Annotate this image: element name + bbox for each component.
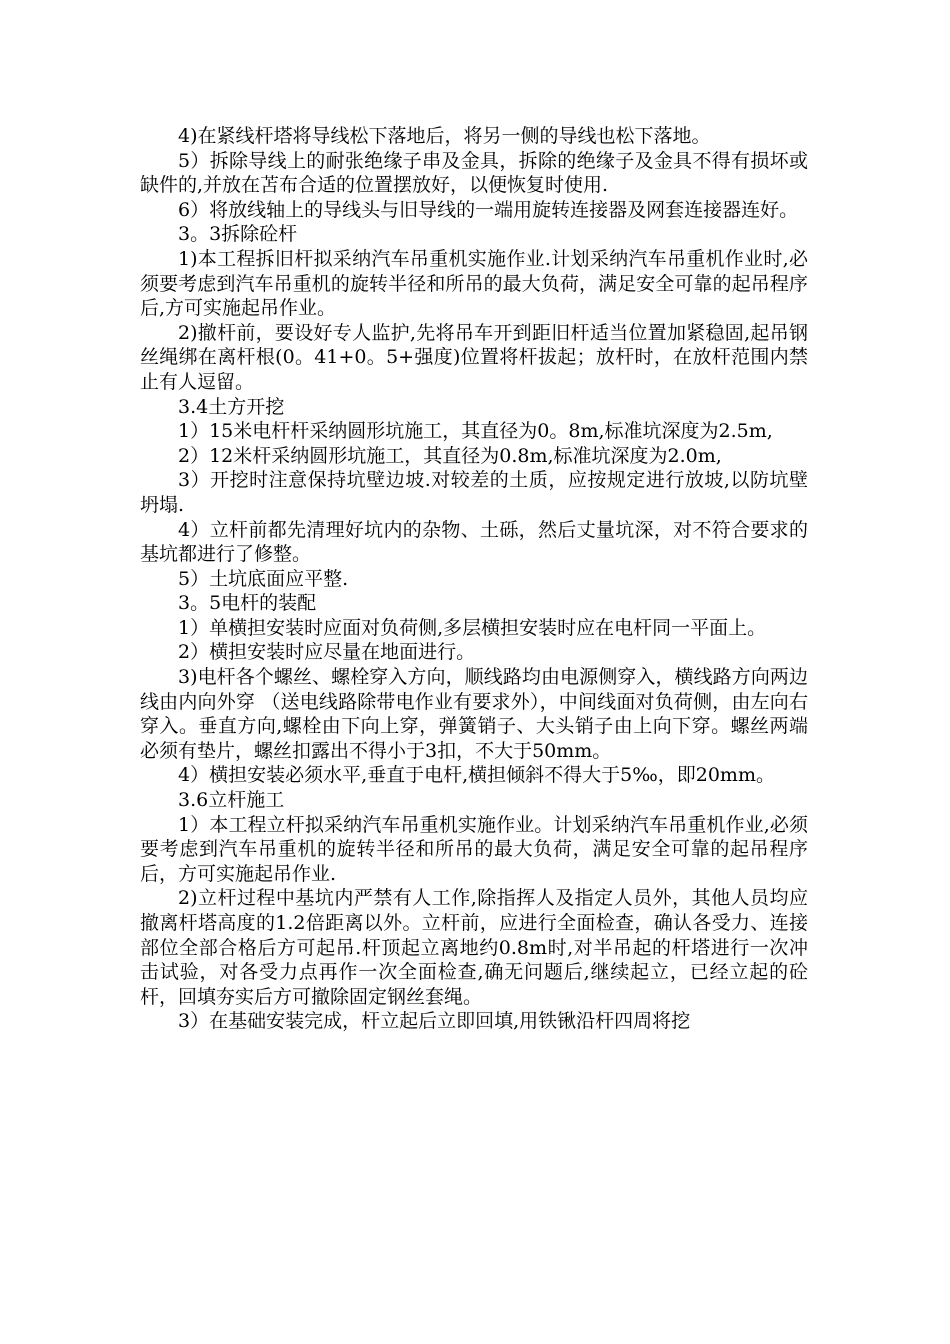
- paragraph-step-5-remove-insulators: 5）拆除导线上的耐张绝缘子串及金具，拆除的绝缘子及金具不得有损坏或缺件的,并放在苫布合适的位置摆放好，以便恢复时使用.: [140, 149, 808, 197]
- paragraph-3-6-item-1: 1）本工程立杆拟采纳汽车吊重机实施作业。计划采纳汽车吊重机作业,必须要考虑到汽车吊重机的旋转半径和所吊的最大负荷，满足安全可靠的起吊程序后，方可实施起吊作业.: [140, 813, 808, 885]
- paragraph-3-4-item-2: 2）12米杆采纳圆形坑施工，其直径为0.8m,标准坑深度为2.0m,: [178, 444, 722, 467]
- paragraph-3-5-item-1: 1）单横担安装时应面对负荷侧,多层横担安装时应在电杆同一平面上。: [178, 616, 767, 639]
- paragraph-3-4-item-1: 1）15米电杆杆采纳圆形坑施工，其直径为0。8m,标准坑深度为2.5m,: [178, 420, 773, 443]
- paragraph-3-6-item-2: 2)立杆过程中基坑内严禁有人工作,除指挥人及指定人员外，其他人员均应撤离杆塔高度的1.2倍距离以外。立杆前，应进行全面检查，确认各受力、连接部位全部合格后方可起吊.杆顶起立离地约0.8m时,对半吊起的杆塔进行一次冲击试验，对各受力点再作一次全面检查,确无问题后,继续起立，已经立起的砼杆，回填夯实后方可撤除固定钢丝套绳。: [140, 887, 808, 1008]
- section-heading-3-3: 3。3拆除砼杆: [178, 223, 298, 246]
- section-heading-3-4: 3.4土方开挖: [178, 395, 285, 418]
- paragraph-3-5-item-3: 3)电杆各个螺丝、螺栓穿入方向，顺线路均由电源侧穿入，横线路方向两边线由内向外穿 （送电线路除带电作业有要求外），中间线面对负荷侧，由左向右穿入。垂直方向,螺栓由下向上穿，弹簧销子、大头销子由上向下穿。螺丝两端必须有垫片，螺丝扣露出不得小于3扣，不大于50mm。: [140, 666, 808, 762]
- paragraph-3-3-item-1: 1)本工程拆旧杆拟采纳汽车吊重机实施作业.计划采纳汽车吊重机作业时,必须要考虑到汽车吊重机的旋转半径和所吊的最大负荷，满足安全可靠的起吊程序后,方可实施起吊作业。: [140, 247, 808, 320]
- paragraph-3-5-item-4: 4）横担安装必须水平,垂直于电杆,横担倾斜不得大于5‰，即20mm。: [178, 764, 775, 787]
- paragraph-3-4-item-3: 3）开挖时注意保持坑壁边坡.对较差的土质，应按规定进行放坡,以防坑壁坍塌.: [140, 469, 808, 516]
- paragraph-step-4-lower-wire: 4)在紧线杆塔将导线松下落地后，将另一侧的导线也松下落地。: [178, 125, 711, 147]
- section-heading-3-5: 3。5电杆的装配: [178, 592, 317, 615]
- document-body: [140, 124, 808, 1034]
- section-heading-3-6: 3.6立杆施工: [178, 789, 285, 812]
- paragraph-step-6-connect-wire: 6）将放线轴上的导线头与旧导线的一端用旋转连接器及网套连接器连好。: [178, 198, 799, 221]
- paragraph-3-4-item-5: 5）土坑底面应平整.: [178, 567, 349, 590]
- paragraph-3-6-item-3: 3）在基础安装完成，杆立起后立即回填,用铁锹沿杆四周将挖: [178, 1010, 691, 1033]
- paragraph-3-5-item-2: 2）横担安装时应尽量在地面进行。: [178, 641, 476, 664]
- paragraph-3-3-item-2: 2)撤杆前，要设好专人监护,先将吊车开到距旧杆适当位置加紧稳固,起吊钢丝绳绑在离杆根(0。41+0。5+强度)位置将杆拔起；放杆时，在放杆范围内禁止有人逗留。: [140, 321, 808, 393]
- paragraph-3-4-item-4: 4）立杆前都先清理好坑内的杂物、土砾，然后丈量坑深，对不符合要求的基坑都进行了修整。: [140, 518, 808, 566]
